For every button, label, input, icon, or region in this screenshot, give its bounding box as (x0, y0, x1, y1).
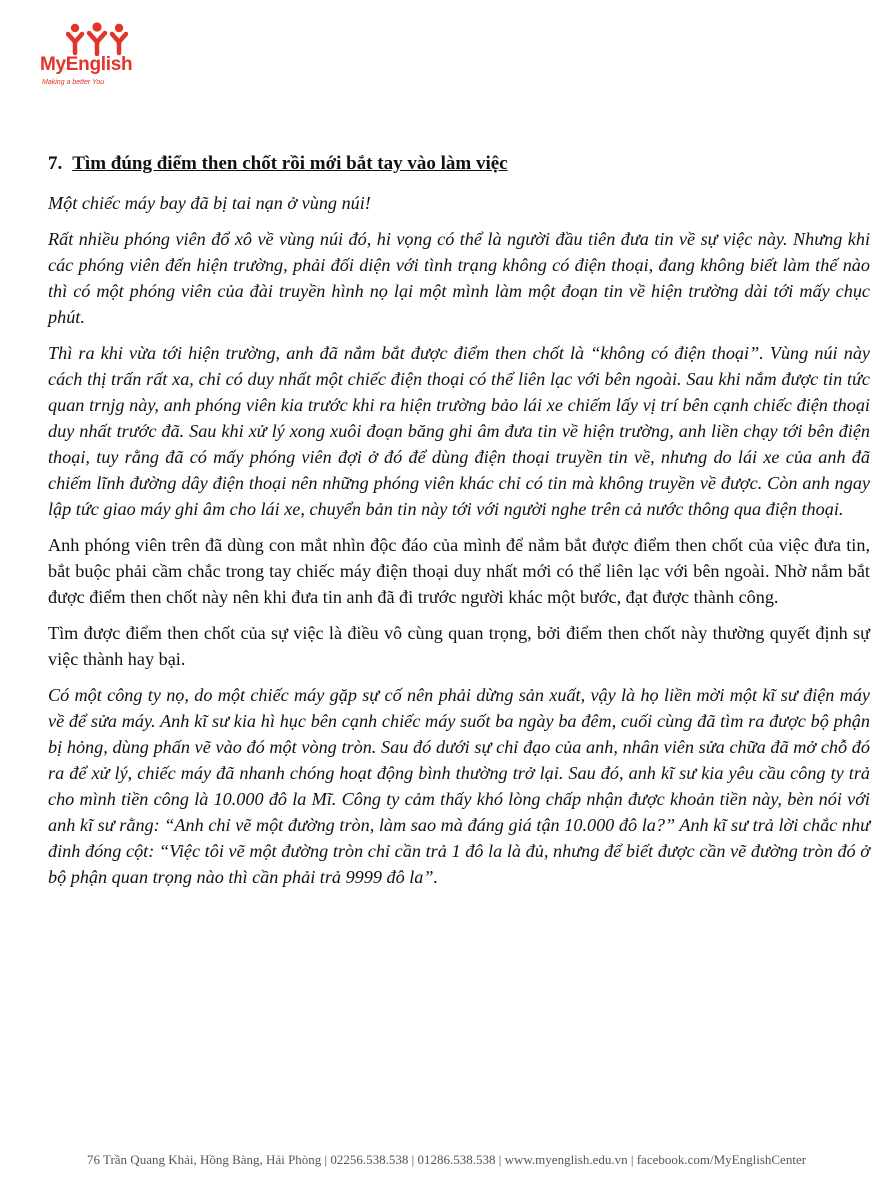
brand-logo (40, 22, 160, 92)
document-body (48, 150, 870, 900)
section-number: 7. (48, 153, 63, 174)
page-footer: 76 Trần Quang Khải, Hồng Bàng, Hải Phòng | 02256.538.538 | 01286.538.538 | www.myenglish.edu.vn | facebook.com/MyEnglishCenter (86, 1152, 807, 1167)
paragraph-lesson: Tìm được điểm then chốt của sự việc là điều vô cùng quan trọng, bởi điểm then chốt này thường quyết định sự việc thành hay bại. (48, 623, 870, 669)
paragraph-analysis: Anh phóng viên trên đã dùng con mắt nhìn độc đáo của mình để nắm bắt được điểm then chốt của việc đưa tin, bắt buộc phải cầm chắc trong tay chiếc máy điện thoại duy nhất mới có thể liên lạc với bên ngoài. Nhờ nắm bắt được điểm then chốt này nên khi đưa tin anh đã đi trước người khác một bước, đạt được thành công. (48, 535, 870, 607)
paragraph-story-1: Rất nhiều phóng viên đổ xô về vùng núi đó, hi vọng có thể là người đầu tiên đưa tin về sự việc này. Nhưng khi các phóng viên đến hiện trường, phải đối diện với tình trạng không có điện thoại, đang không biết làm thế nào thì có một phóng viên của đài truyền hình nọ lại một mình làm một đoạn tin về hiện trường dài tới mấy chục phút. (48, 229, 870, 327)
logo-tagline: Making a better You (42, 79, 105, 86)
logo-wordmark: MyEnglish (40, 54, 133, 75)
paragraph-intro: Một chiếc máy bay đã bị tai nạn ở vùng núi! (48, 193, 371, 213)
paragraph-story-2: Thì ra khi vừa tới hiện trường, anh đã nắm bắt được điểm then chốt là “không có điện thoại”. Vùng núi này cách thị trấn rất xa, chỉ có duy nhất một chiếc điện thoại có thể liên lạc với bên ngoài. Sau khi nắm được tin tức quan trnjg này, anh phóng viên kia trước khi ra hiện trường bảo lái xe chiếm lấy vị trí bên cạnh chiếc điện thoại duy nhất trước đã. Sau khi xử lý xong xuôi đoạn băng ghi âm đưa tin về hiện trường, anh liền chạy tới bên điện thoại, tuy rằng đã có mấy phóng viên đợi ở đó để dùng điện thoại truyền tin về, nhưng do lái xe của anh đã chiếm lĩnh đường dây điện thoại nên những phóng viên khác chỉ có tin mà không truyền về được. Còn anh ngay lập tức giao máy ghi âm cho lái xe, chuyển bản tin này tới với người nghe trên cả nước thông qua điện thoại. (48, 343, 870, 519)
section-heading (48, 150, 870, 178)
people-logo-icon (66, 22, 128, 56)
section-title: Tìm đúng điểm then chốt rồi mới bắt tay vào làm việc (72, 153, 508, 174)
paragraph-engineer-story: Có một công ty nọ, do một chiếc máy gặp sự cố nên phải dừng sản xuất, vậy là họ liền mời một kĩ sư điện máy về để sửa máy. Anh kĩ sư kia hì hục bên cạnh chiếc máy suốt ba ngày ba đêm, cuối cùng đã tìm ra được bộ phận bị hỏng, dùng phấn vẽ vào đó một vòng tròn. Sau đó dưới sự chỉ đạo của anh, nhân viên sửa chữa đã mở chỗ đó ra để xử lý, chiếc máy đã nhanh chóng hoạt động bình thường trở lại. Sau đó, anh kĩ sư kia yêu cầu công ty trả cho mình tiền công là 10.000 đô la Mĩ. Công ty cảm thấy khó lòng chấp nhận được khoản tiền này, bèn nói với anh kĩ sư rằng: “Anh chỉ vẽ một đường tròn, làm sao mà đáng giá tận 10.000 đô la?” Anh kĩ sư trả lời chắc như đinh đóng cột: “Việc tôi vẽ một đường tròn chỉ cần trả 1 đô la là đủ, nhưng để biết được cần vẽ đường tròn đó ở bộ phận quan trọng nào thì cần phải trả 9999 đô la”. (48, 685, 870, 887)
